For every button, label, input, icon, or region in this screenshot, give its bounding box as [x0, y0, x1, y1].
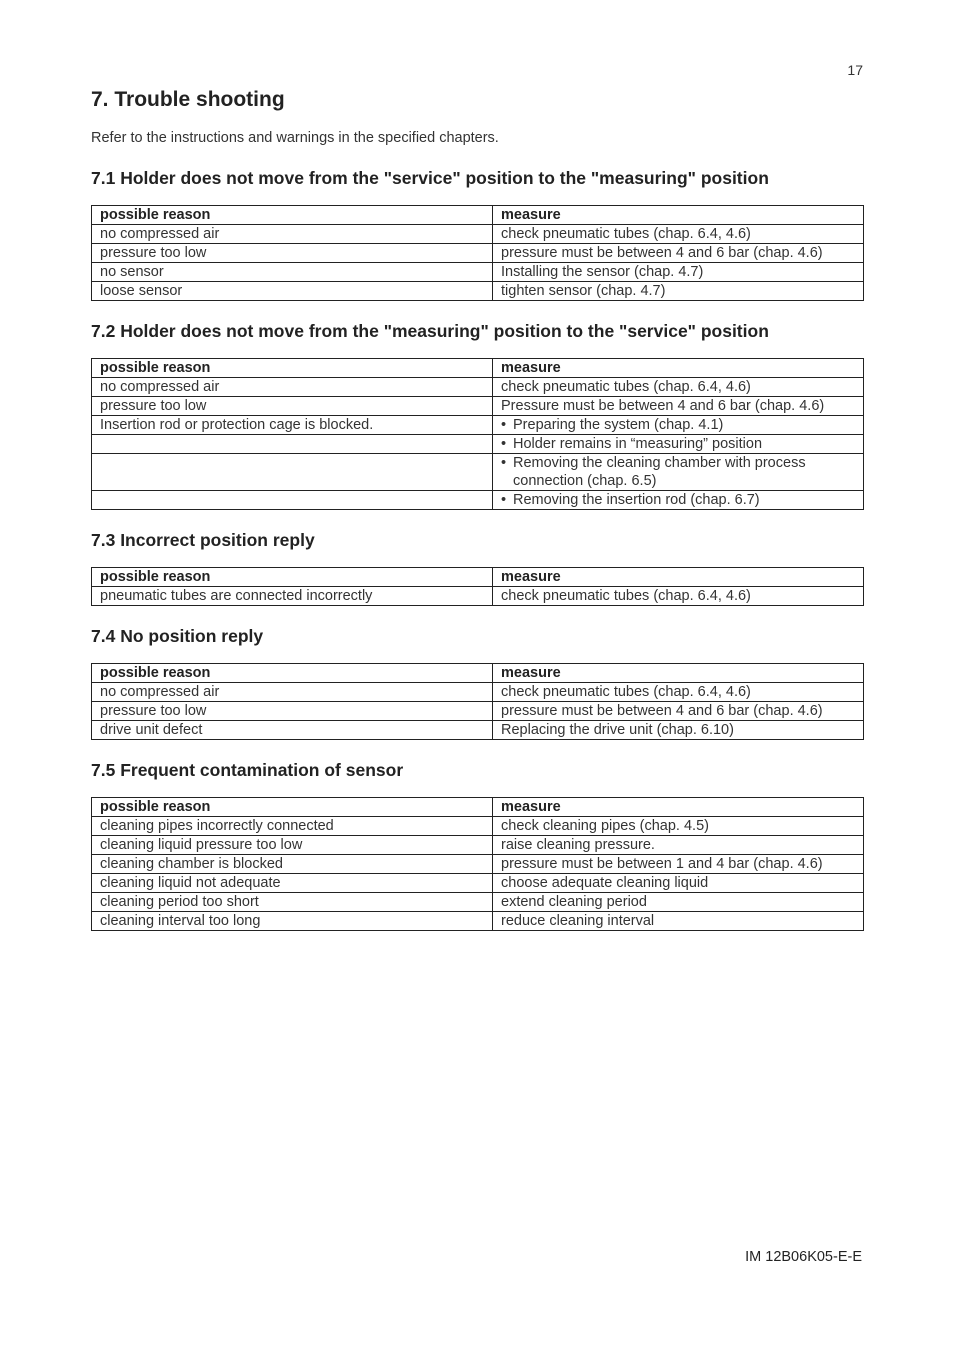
page-number: 17	[847, 62, 863, 78]
reason-cell: cleaning pipes incorrectly connected	[92, 817, 493, 836]
measure-cell: choose adequate cleaning liquid	[493, 874, 864, 893]
reason-cell: cleaning chamber is blocked	[92, 855, 493, 874]
reason-cell	[92, 491, 493, 510]
reason-cell: cleaning interval too long	[92, 912, 493, 931]
reason-cell: no compressed air	[92, 225, 493, 244]
troubleshooting-table-7-1	[91, 205, 864, 301]
page-title: 7. Trouble shooting	[91, 88, 285, 111]
reason-cell: no sensor	[92, 263, 493, 282]
document-body	[91, 88, 864, 951]
bullet-icon: •	[501, 417, 507, 433]
measure-cell: check cleaning pipes (chap. 4.5)	[493, 817, 864, 836]
column-header-measure: measure	[493, 359, 864, 378]
reason-cell: cleaning period too short	[92, 893, 493, 912]
reason-cell	[92, 454, 493, 491]
table-header-row	[92, 798, 864, 817]
section-heading-7-5: 7.5 Frequent contamination of sensor	[91, 760, 404, 780]
table-row	[92, 817, 864, 836]
measure-text: Removing the cleaning chamber with process connection (chap. 6.5)	[513, 455, 806, 489]
table-header-row	[92, 664, 864, 683]
reason-cell: Insertion rod or protection cage is blocked.	[92, 416, 493, 435]
measure-cell: reduce cleaning interval	[493, 912, 864, 931]
table-row	[92, 282, 864, 301]
table-row	[92, 587, 864, 606]
table-header-row	[92, 568, 864, 587]
column-header-reason: possible reason	[92, 664, 493, 683]
reason-cell: drive unit defect	[92, 721, 493, 740]
bullet-icon: •	[501, 492, 507, 508]
measure-cell: check pneumatic tubes (chap. 6.4, 4.6)	[493, 683, 864, 702]
section-heading-7-1: 7.1 Holder does not move from the "service" position to the "measuring" position	[91, 168, 769, 188]
measure-text: Preparing the system (chap. 4.1)	[513, 417, 724, 433]
measure-cell	[493, 416, 864, 435]
measure-cell: check pneumatic tubes (chap. 6.4, 4.6)	[493, 378, 864, 397]
reason-cell: no compressed air	[92, 378, 493, 397]
reason-cell: cleaning liquid not adequate	[92, 874, 493, 893]
measure-cell: Installing the sensor (chap. 4.7)	[493, 263, 864, 282]
table-row	[92, 721, 864, 740]
measure-cell: check pneumatic tubes (chap. 6.4, 4.6)	[493, 225, 864, 244]
measure-cell: raise cleaning pressure.	[493, 836, 864, 855]
measure-cell	[493, 454, 864, 491]
measure-cell	[493, 435, 864, 454]
table-row	[92, 855, 864, 874]
bullet-icon: •	[501, 436, 507, 452]
bullet-icon: •	[501, 455, 507, 471]
reason-cell: pneumatic tubes are connected incorrectly	[92, 587, 493, 606]
measure-cell: Replacing the drive unit (chap. 6.10)	[493, 721, 864, 740]
measure-cell	[493, 491, 864, 510]
section-heading-7-2: 7.2 Holder does not move from the "measuring" position to the "service" position	[91, 321, 769, 341]
measure-cell: tighten sensor (chap. 4.7)	[493, 282, 864, 301]
table-row	[92, 225, 864, 244]
table-row	[92, 702, 864, 721]
table-row	[92, 912, 864, 931]
measure-cell: pressure must be between 1 and 4 bar (chap. 4.6)	[493, 855, 864, 874]
table-row	[92, 874, 864, 893]
section-heading-7-4: 7.4 No position reply	[91, 626, 264, 646]
troubleshooting-table-7-2	[91, 358, 864, 510]
reason-cell	[92, 435, 493, 454]
intro-text: Refer to the instructions and warnings in the specified chapters.	[91, 130, 499, 146]
table-header-row	[92, 206, 864, 225]
measure-cell: pressure must be between 4 and 6 bar (chap. 4.6)	[493, 244, 864, 263]
troubleshooting-table-7-5	[91, 797, 864, 931]
reason-cell: cleaning liquid pressure too low	[92, 836, 493, 855]
reason-cell: loose sensor	[92, 282, 493, 301]
document-id: IM 12B06K05-E-E	[745, 1249, 862, 1265]
table-row	[92, 893, 864, 912]
table-row	[92, 397, 864, 416]
column-header-measure: measure	[493, 664, 864, 683]
column-header-reason: possible reason	[92, 206, 493, 225]
measure-text: Holder remains in “measuring” position	[513, 436, 763, 452]
measure-cell: pressure must be between 4 and 6 bar (chap. 4.6)	[493, 702, 864, 721]
measure-cell: Pressure must be between 4 and 6 bar (chap. 4.6)	[493, 397, 864, 416]
reason-cell: no compressed air	[92, 683, 493, 702]
column-header-measure: measure	[493, 206, 864, 225]
column-header-reason: possible reason	[92, 568, 493, 587]
reason-cell: pressure too low	[92, 702, 493, 721]
table-header-row	[92, 359, 864, 378]
table-row	[92, 435, 864, 454]
table-row	[92, 491, 864, 510]
section-heading-7-3: 7.3 Incorrect position reply	[91, 530, 315, 550]
measure-cell: extend cleaning period	[493, 893, 864, 912]
table-row	[92, 378, 864, 397]
reason-cell: pressure too low	[92, 244, 493, 263]
table-row	[92, 683, 864, 702]
table-row	[92, 454, 864, 491]
reason-cell: pressure too low	[92, 397, 493, 416]
table-row	[92, 836, 864, 855]
table-row	[92, 263, 864, 282]
troubleshooting-table-7-4	[91, 663, 864, 740]
table-row	[92, 416, 864, 435]
measure-text: Removing the insertion rod (chap. 6.7)	[513, 492, 760, 508]
column-header-reason: possible reason	[92, 798, 493, 817]
column-header-reason: possible reason	[92, 359, 493, 378]
measure-cell: check pneumatic tubes (chap. 6.4, 4.6)	[493, 587, 864, 606]
column-header-measure: measure	[493, 798, 864, 817]
column-header-measure: measure	[493, 568, 864, 587]
table-row	[92, 244, 864, 263]
troubleshooting-table-7-3	[91, 567, 864, 606]
